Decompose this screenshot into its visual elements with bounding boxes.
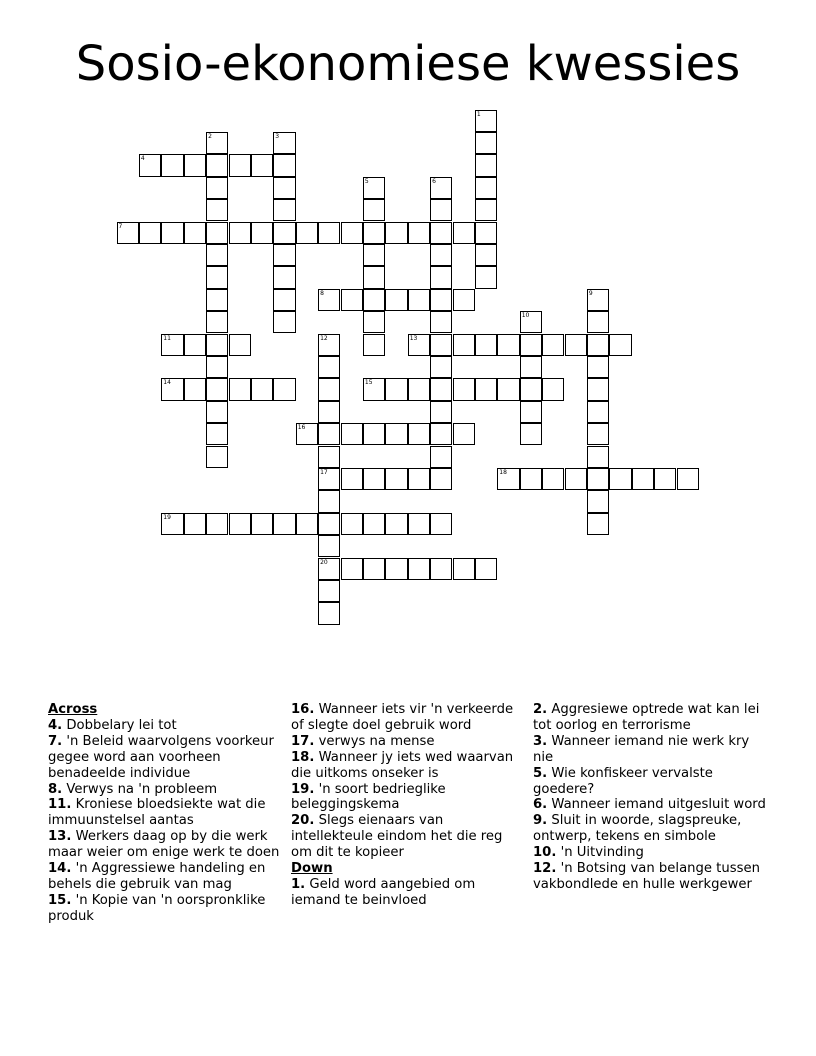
grid-cell[interactable] [206,401,228,423]
grid-cell[interactable] [520,378,542,400]
grid-cell[interactable] [475,110,497,132]
grid-cell[interactable] [341,289,363,311]
clue-text: Wanneer iets vir 'n verkeerde of slegte doel gebruik word [291,702,514,733]
grid-cell[interactable] [229,513,251,535]
across-clue [291,782,527,814]
grid-cell[interactable] [318,378,340,400]
grid-cell[interactable] [408,222,430,244]
grid-cell[interactable] [318,334,340,356]
down-clue [291,877,527,909]
grid-cell[interactable] [273,311,295,333]
grid-cell[interactable] [632,468,654,490]
grid-cell[interactable] [139,154,161,176]
grid-cell[interactable] [497,334,519,356]
grid-cell[interactable] [318,602,340,624]
grid-cell[interactable] [430,222,452,244]
grid-cell[interactable] [251,222,273,244]
grid-cell[interactable] [385,378,407,400]
grid-cell[interactable] [273,266,295,288]
clue-number: 19. [291,781,315,797]
grid-cell[interactable] [363,311,385,333]
grid-cell[interactable] [318,289,340,311]
clue-number: 18. [291,749,315,765]
grid-cell[interactable] [587,334,609,356]
grid-cell[interactable] [609,468,631,490]
grid-cell[interactable] [273,513,295,535]
grid-cell[interactable] [430,468,452,490]
down-clue [533,797,773,813]
grid-cell[interactable] [341,513,363,535]
cell-number: 15 [364,379,373,387]
clue-text: Sluit in woorde, slagspreuke, ontwerp, tekens en simbole [533,813,742,845]
grid-cell[interactable] [161,513,183,535]
clue-number: 15. [48,892,72,908]
grid-cell[interactable] [206,244,228,266]
grid-cell[interactable] [318,535,340,557]
clue-number: 3. [533,733,548,749]
grid-cell[interactable] [229,222,251,244]
clue-text: verwys na mense [314,733,435,749]
grid-cell[interactable] [430,266,452,288]
grid-cell[interactable] [475,154,497,176]
grid-cell[interactable] [363,289,385,311]
clue-number: 12. [533,861,557,877]
across-clue [291,702,527,734]
grid-cell[interactable] [363,266,385,288]
grid-cell[interactable] [161,222,183,244]
grid-cell[interactable] [475,132,497,154]
cell-number: 13 [409,334,418,342]
clue-text: 'n Beleid waarvolgens voorkeur gegee word aan voorheen benadeelde individue [48,733,274,781]
grid-cell[interactable] [542,468,564,490]
grid-cell[interactable] [520,468,542,490]
grid-cell[interactable] [520,311,542,333]
grid-cell[interactable] [161,154,183,176]
grid-cell[interactable] [385,558,407,580]
grid-cell[interactable] [408,558,430,580]
grid-cell[interactable] [654,468,676,490]
grid-cell[interactable] [206,446,228,468]
cell-number: 17 [320,468,328,476]
grid-cell[interactable] [430,423,452,445]
grid-cell[interactable] [341,558,363,580]
down-heading: Down [291,861,333,877]
grid-cell[interactable] [385,222,407,244]
clue-text: Aggresiewe optrede wat kan lei tot oorlog en terrorisme [533,702,760,733]
grid-cell[interactable] [453,222,475,244]
clue-text: Wanneer iemand uitgesluit word [547,797,766,813]
grid-cell[interactable] [139,222,161,244]
down-clue [533,702,773,734]
grid-cell[interactable] [184,222,206,244]
grid-cell[interactable] [296,222,318,244]
grid-cell[interactable] [430,513,452,535]
grid-cell[interactable] [206,513,228,535]
cell-number: 10 [521,312,530,320]
cell-number: 11 [163,334,171,342]
grid-cell[interactable] [520,401,542,423]
clue-text: 'n Kopie van 'n oorspronklike produk [48,892,266,924]
grid-cell[interactable] [430,356,452,378]
grid-cell[interactable] [318,356,340,378]
clue-text: Wanneer iemand nie werk kry nie [533,733,750,765]
down-clue [533,766,773,798]
grid-cell[interactable] [206,356,228,378]
cell-number: 19 [163,513,171,521]
clue-text: Verwys na 'n probleem [62,781,218,797]
across-clue [291,813,527,861]
grid-cell[interactable] [206,311,228,333]
grid-cell[interactable] [318,468,340,490]
clue-number: 20. [291,813,315,829]
grid-cell[interactable] [184,154,206,176]
cell-number: 6 [432,177,436,185]
grid-cell[interactable] [542,334,564,356]
grid-cell[interactable] [430,244,452,266]
grid-cell[interactable] [430,446,452,468]
grid-cell[interactable] [587,468,609,490]
grid-cell[interactable] [430,334,452,356]
grid-cell[interactable] [565,468,587,490]
grid-cell[interactable] [520,356,542,378]
grid-cell[interactable] [587,490,609,512]
clue-number: 5. [533,765,548,781]
grid-cell[interactable] [430,289,452,311]
grid-cell[interactable] [453,378,475,400]
grid-cell[interactable] [430,199,452,221]
grid-cell[interactable] [273,244,295,266]
grid-cell[interactable] [475,334,497,356]
grid-cell[interactable] [161,378,183,400]
grid-cell[interactable] [318,222,340,244]
across-clue [48,782,284,798]
grid-cell[interactable] [318,558,340,580]
grid-cell[interactable] [475,378,497,400]
grid-cell[interactable] [430,401,452,423]
grid-cell[interactable] [206,154,228,176]
grid-cell[interactable] [251,513,273,535]
grid-cell[interactable] [430,311,452,333]
grid-cell[interactable] [363,199,385,221]
grid-cell[interactable] [587,446,609,468]
grid-cell[interactable] [587,356,609,378]
grid-cell[interactable] [408,468,430,490]
clue-number: 2. [533,702,548,717]
grid-cell[interactable] [385,513,407,535]
grid-cell[interactable] [520,334,542,356]
grid-cell[interactable] [475,199,497,221]
cell-number: 1 [476,110,481,118]
grid-cell[interactable] [453,289,475,311]
grid-cell[interactable] [408,378,430,400]
grid-cell[interactable] [206,222,228,244]
grid-cell[interactable] [475,558,497,580]
grid-cell[interactable] [430,177,452,199]
grid-cell[interactable] [251,378,273,400]
grid-cell[interactable] [273,222,295,244]
across-clue [48,861,284,893]
clue-text: Werkers daag op by die werk maar weier om enige werk te doen [48,829,280,861]
grid-cell[interactable] [363,423,385,445]
grid-cell[interactable] [273,132,295,154]
grid-cell[interactable] [453,558,475,580]
cell-number: 9 [588,289,593,297]
grid-cell[interactable] [565,334,587,356]
grid-cell[interactable] [229,378,251,400]
grid-cell[interactable] [363,513,385,535]
page-title: Sosio-ekonomiese kwessies [75,36,741,92]
grid-cell[interactable] [318,490,340,512]
across-heading: Across [48,702,98,717]
cell-number: 3 [275,132,280,140]
clue-text: Dobbelary lei tot [62,717,177,733]
across-clue [48,797,284,829]
grid-cell[interactable] [385,468,407,490]
grid-cell[interactable] [363,378,385,400]
grid-cell[interactable] [475,244,497,266]
cell-number: 4 [140,155,145,163]
grid-cell[interactable] [296,513,318,535]
clue-text: Wie konfiskeer vervalste goedere? [533,765,713,797]
grid-cell[interactable] [587,378,609,400]
grid-cell[interactable] [363,222,385,244]
grid-cell[interactable] [475,222,497,244]
cell-number: 18 [499,468,507,476]
grid-cell[interactable] [587,513,609,535]
clue-text: 'n Botsing van belange tussen vakbondlede en hulle werkgewer [533,861,760,892]
clue-text: Geld word aangebied om iemand te beinvloed [291,876,476,908]
across-clue [291,750,527,782]
grid-cell[interactable] [117,222,139,244]
grid-cell[interactable] [520,423,542,445]
grid-cell[interactable] [609,334,631,356]
grid-cell[interactable] [318,423,340,445]
grid-cell[interactable] [385,289,407,311]
across-clue [291,734,527,750]
clues-column-2 [291,702,527,909]
grid-cell[interactable] [408,423,430,445]
cell-number: 12 [320,334,328,342]
clue-number: 8. [48,781,63,797]
grid-cell[interactable] [587,423,609,445]
grid-cell[interactable] [206,199,228,221]
across-clue [48,734,284,782]
grid-cell[interactable] [385,423,407,445]
clue-number: 1. [291,876,306,892]
grid-cell[interactable] [363,244,385,266]
clue-number: 16. [291,702,315,717]
grid-cell[interactable] [587,401,609,423]
grid-cell[interactable] [296,423,318,445]
grid-cell[interactable] [497,378,519,400]
grid-cell[interactable] [341,222,363,244]
grid-cell[interactable] [206,132,228,154]
grid-cell[interactable] [273,199,295,221]
grid-cell[interactable] [363,558,385,580]
clue-text: Slegs eienaars van intellekteule eindom het die reg om dit te kopieer [291,813,503,861]
grid-cell[interactable] [408,513,430,535]
clue-number: 7. [48,733,63,749]
grid-cell[interactable] [497,468,519,490]
clues-column-3 [533,702,773,893]
cell-number: 5 [364,177,369,185]
grid-cell[interactable] [161,334,183,356]
grid-cell[interactable] [184,334,206,356]
down-clue [533,813,773,845]
clues-column-1 [48,702,284,925]
grid-cell[interactable] [184,513,206,535]
down-clue [533,845,773,861]
grid-cell[interactable] [184,378,206,400]
grid-cell[interactable] [430,558,452,580]
cell-number: 20 [320,558,328,566]
clue-text: Kroniese bloedsiekte wat die immuunstelsel aantas [48,797,266,829]
cell-number: 7 [118,222,123,230]
grid-cell[interactable] [363,177,385,199]
clue-text: 'n Uitvinding [556,845,644,861]
grid-cell[interactable] [363,468,385,490]
grid-cell[interactable] [318,446,340,468]
grid-cell[interactable] [475,177,497,199]
down-clue [533,734,773,766]
clue-number: 9. [533,813,548,829]
clue-number: 14. [48,861,72,877]
grid-cell[interactable] [408,289,430,311]
grid-cell[interactable] [363,334,385,356]
cell-number: 2 [208,132,212,140]
grid-cell[interactable] [341,423,363,445]
across-clue [48,829,284,861]
clue-number: 17. [291,733,315,749]
across-clue [48,893,284,925]
grid-cell[interactable] [206,334,228,356]
clue-number: 11. [48,797,72,813]
grid-cell[interactable] [453,423,475,445]
across-clue [48,718,284,734]
clue-text: 'n soort bedrieglike beleggingskema [291,781,446,813]
grid-cell[interactable] [408,334,430,356]
grid-cell[interactable] [587,311,609,333]
grid-cell[interactable] [318,513,340,535]
clue-number: 10. [533,845,557,861]
grid-cell[interactable] [341,468,363,490]
grid-cell[interactable] [318,401,340,423]
grid-cell[interactable] [542,378,564,400]
clue-text: Wanneer jy iets wed waarvan die uitkoms onseker is [291,749,514,781]
grid-cell[interactable] [273,289,295,311]
grid-cell[interactable] [206,266,228,288]
clue-number: 13. [48,829,72,845]
grid-cell[interactable] [273,378,295,400]
cell-number: 16 [297,424,306,432]
grid-cell[interactable] [229,334,251,356]
grid-cell[interactable] [453,334,475,356]
grid-cell[interactable] [206,177,228,199]
grid-cell[interactable] [206,423,228,445]
clue-number: 6. [533,797,548,813]
cell-number: 14 [163,379,171,387]
clue-number: 4. [48,717,63,733]
grid-cell[interactable] [318,580,340,602]
grid-cell[interactable] [273,177,295,199]
grid-cell[interactable] [587,289,609,311]
down-clue [533,861,773,893]
grid-cell[interactable] [229,154,251,176]
grid-cell[interactable] [430,378,452,400]
grid-cell[interactable] [475,266,497,288]
grid-cell[interactable] [251,154,273,176]
grid-cell[interactable] [677,468,699,490]
cell-number: 8 [320,289,324,297]
grid-cell[interactable] [206,289,228,311]
grid-cell[interactable] [206,378,228,400]
clue-text: 'n Aggressiewe handeling en behels die gebruik van mag [48,861,266,892]
grid-cell[interactable] [273,154,295,176]
